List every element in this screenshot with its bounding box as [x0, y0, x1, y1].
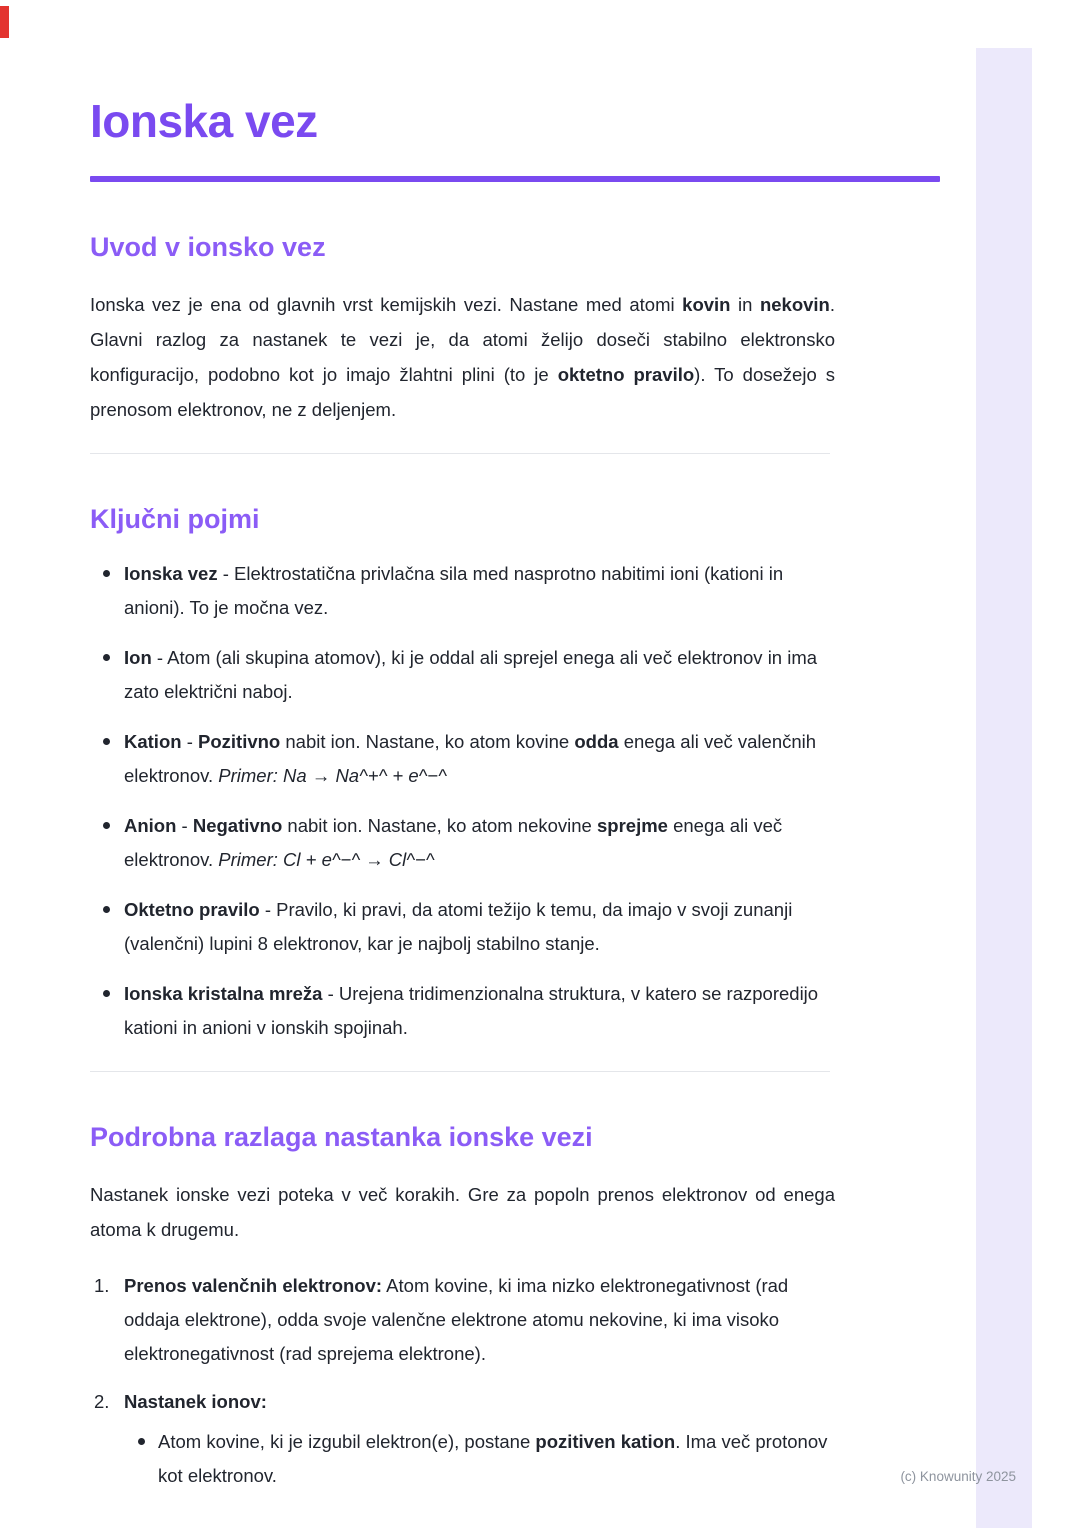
term-label: Kation	[124, 731, 182, 752]
text-segment: -	[176, 815, 193, 836]
section-divider	[90, 1071, 830, 1072]
term-label: Ionska vez	[124, 563, 218, 584]
footer-copyright: (c) Knowunity 2025	[900, 1469, 1016, 1484]
step-1	[94, 1269, 835, 1371]
explanation-paragraph	[90, 1177, 835, 1247]
text-segment-bold: sprejme	[597, 815, 668, 836]
text-segment-bold: nekovin	[759, 294, 830, 315]
text-segment: in	[730, 294, 760, 315]
key-terms-list	[90, 557, 835, 1045]
term-oktetno-pravilo	[124, 893, 835, 961]
text-segment: - Elektrostatična privlačna sila med nasprotno nabitimi ioni (kationi in anioni). To je močna vez.	[124, 563, 784, 618]
text-segment-bold: kovin	[682, 294, 731, 315]
step-number: 1.	[94, 1275, 110, 1296]
text-segment: enega ali več elektronov.	[124, 815, 783, 870]
text-segment: Atom kovine, ki ima nizko elektronegativnost (rad oddaja elektrone), odda svoje valenčne elektrone atomu nekovine, ki ima visoko elektronegativnost (rad sprejema elektrone).	[124, 1275, 789, 1364]
section-heading-intro: Uvod v ionsko vez	[90, 232, 326, 262]
text-segment-bold: oktetno pravilo	[557, 364, 695, 385]
text-segment-bold: Negativno	[192, 815, 283, 836]
red-edge-mark	[0, 6, 9, 38]
term-label: Oktetno pravilo	[124, 899, 260, 920]
intro-paragraph	[90, 287, 835, 427]
text-segment: nabit ion. Nastane, ko atom nekovine	[282, 815, 597, 836]
document-content	[90, 0, 835, 1507]
text-segment: . Ima več protonov kot elektronov.	[158, 1431, 828, 1486]
text-segment-bold: Pozitivno	[198, 731, 281, 752]
term-label: Anion	[124, 815, 177, 836]
text-segment-bold: odda	[574, 731, 619, 752]
explanation-steps	[90, 1269, 835, 1493]
page-title: Ionska vez	[90, 95, 318, 147]
term-label: Ionska kristalna mreža	[124, 983, 323, 1004]
term-kation	[124, 725, 835, 793]
section-heading-key-terms: Ključni pojmi	[90, 504, 260, 534]
text-segment: Atom kovine, ki je izgubil elektron(e), postane	[158, 1431, 536, 1452]
step-2-sublist	[124, 1425, 835, 1493]
title-underline	[90, 176, 940, 182]
term-label: Ion	[124, 647, 152, 668]
term-anion	[124, 809, 835, 877]
text-segment: - Pravilo, ki pravi, da atomi težijo k temu, da imajo v svoji zunanji (valenčni) lupini 8 elektronov, kar je najbolj stabilno stanje.	[124, 899, 793, 954]
step-label: Prenos valenčnih elektronov:	[124, 1275, 383, 1296]
term-ion	[124, 641, 835, 709]
step-2	[94, 1385, 835, 1493]
step-number: 2.	[94, 1391, 110, 1412]
text-segment: enega ali več valenčnih elektronov.	[124, 731, 817, 786]
text-segment: nabit ion. Nastane, ko atom kovine	[280, 731, 575, 752]
text-segment: - Urejena tridimenzionalna struktura, v katero se razporedijo kationi in anioni v ionskih spojinah.	[124, 983, 819, 1038]
step-label: Nastanek ionov:	[124, 1391, 267, 1412]
term-ionska-vez	[124, 557, 835, 625]
text-segment: - Atom (ali skupina atomov), ki je oddal ali sprejel enega ali več elektronov in ima zato električni naboj.	[124, 647, 818, 702]
term-ionska-kristalna-mreza	[124, 977, 835, 1045]
text-segment-bold: pozitiven kation	[535, 1431, 676, 1452]
text-segment: ). To dosežejo s prenosom elektronov, ne z deljenjem.	[90, 364, 835, 420]
text-segment: . Glavni razlog za nastanek te vezi je, da atomi želijo doseči stabilno elektronsko konfiguracijo, podobno kot jo imajo žlahtni plini (to je	[90, 294, 836, 385]
substep-kation	[158, 1425, 835, 1493]
example-text: Primer: Na → Na^+^ + e^−^	[218, 765, 447, 786]
text-segment: Nastanek ionske vezi poteka v več korakih. Gre za popoln prenos elektronov od enega atoma k drugemu.	[90, 1184, 835, 1240]
section-heading-explanation: Podrobna razlaga nastanka ionske vezi	[90, 1122, 593, 1152]
text-segment: Ionska vez je ena od glavnih vrst kemijskih vezi. Nastane med atomi	[90, 294, 683, 315]
section-divider	[90, 453, 830, 454]
text-segment: -	[181, 731, 199, 752]
page-side-strip	[976, 48, 1032, 1528]
example-text: Primer: Cl + e^−^ → Cl^−^	[218, 849, 435, 870]
